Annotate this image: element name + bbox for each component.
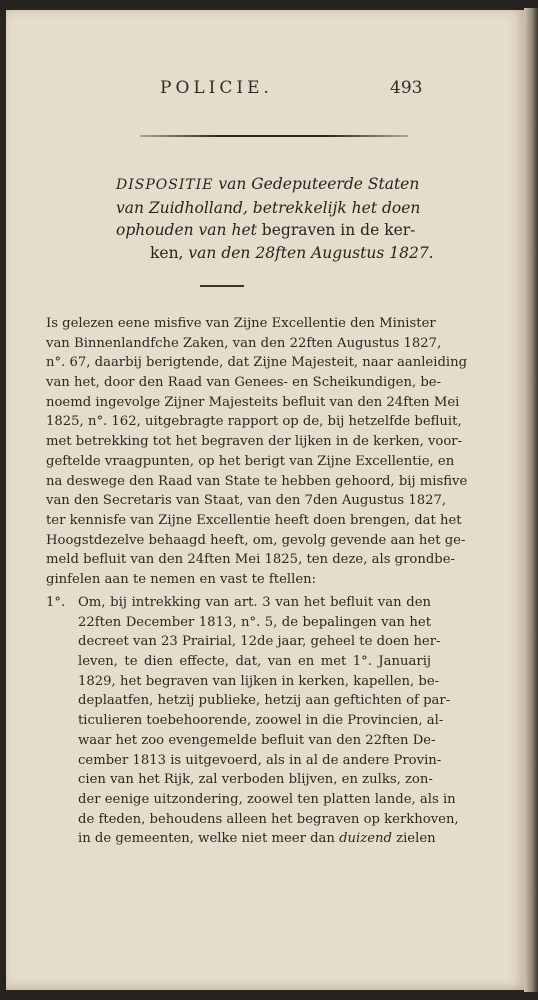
body-line: van het, door den Raad van Genees- en Scheikundigen, be- xyxy=(46,375,442,391)
item-line: de fteden, behoudens alleen het begraven op kerkhoven, xyxy=(78,811,459,827)
item-line: 1829, het begraven van lijken in kerken, kapellen, be- xyxy=(78,673,440,689)
item-line: der eenige uitzondering, zoowel ten platten lande, als in xyxy=(78,791,456,807)
body-line: ter kennisfe van Zijne Excellentie heeft doen brengen, dat het xyxy=(46,512,462,528)
body-line: van Binnenlandfche Zaken, van den 22ften Augustus 1827, xyxy=(46,335,442,351)
running-header: POLICIE. xyxy=(160,78,273,98)
body-line: van den Secretaris van Staat, van den 7den Augustus 1827, xyxy=(46,493,447,509)
item-last-a: in de gemeenten, welke niet meer dan xyxy=(78,831,335,847)
heading-line3a: ophouden van het xyxy=(116,221,257,239)
heading-lead-word: DISPOSITIE xyxy=(116,177,214,193)
body-line: Hoogstdezelve behaagd heeft, om, gevolg gevende aan het ge- xyxy=(46,532,466,548)
body-line: na deswege den Raad van State te hebben gehoord, bij misfive xyxy=(46,473,468,489)
heading-line2: van Zuidholland, betrekkelijk het doen xyxy=(116,198,421,217)
item-line-last xyxy=(78,829,436,849)
item-last-emphasis: duizend xyxy=(339,831,392,847)
item-line: cien van het Rijk, zal verboden blijven, en zulks, zon- xyxy=(78,772,433,788)
item-line: waar het zoo evengemelde befluit van den 22ften De- xyxy=(78,732,436,748)
heading-line4a: ken, xyxy=(150,243,184,262)
item-line: deplaatfen, hetzij publieke, hetzij aan geftichten of par- xyxy=(78,693,451,709)
body-line: Is gelezen eene misfive van Zijne Excellentie den Minister xyxy=(46,316,436,331)
page-edge xyxy=(524,8,538,992)
heading-line4b: van den 28ften Augustus 1827. xyxy=(188,243,434,262)
body-line: n°. 67, daarbij berigtende, dat Zijne Majesteit, naar aanleiding xyxy=(46,355,468,371)
header-rule xyxy=(140,135,408,137)
item-line: ticulieren toebehoorende, zoowel in die Provincien, al- xyxy=(78,713,444,729)
body-paragraph xyxy=(46,314,468,590)
body-line: ginfelen aan te nemen en vast te ftellen: xyxy=(46,571,317,587)
section-heading xyxy=(116,173,434,264)
body-line: geftelde vraagpunten, op het berigt van Zijne Excellentie, en xyxy=(46,453,455,469)
item-line: leven, te dien effecte, dat, van en met 1°. Januarij xyxy=(78,654,431,670)
item-number: 1°. xyxy=(46,595,66,610)
section-rule xyxy=(200,285,244,287)
item-line: decreet van 23 Prairial, 12de jaar, geheel te doen her- xyxy=(78,634,441,650)
body-line: 1825, n°. 162, uitgebragte rapport op de, bij hetzelfde befluit, xyxy=(46,414,462,430)
heading-line3b: begraven in de ker- xyxy=(261,221,416,239)
heading-line1: van Gedeputeerde Staten xyxy=(218,175,420,193)
item-line: cember 1813 is uitgevoerd, als in al de andere Provin- xyxy=(78,752,442,768)
item-text xyxy=(78,593,459,849)
item-line: 22ften December 1813, n°. 5, de bepalingen van het xyxy=(78,614,431,630)
body-line: met betrekking tot het begraven der lijken in de kerken, voor- xyxy=(46,434,463,450)
body-line: noemd ingevolge Zijner Majesteits befluit van den 24ften Mei xyxy=(46,394,460,410)
body-line: meld befluit van den 24ften Mei 1825, ten deze, als grondbe- xyxy=(46,552,455,568)
item-line: Om, bij intrekking van art. 3 van het befluit van den xyxy=(78,595,431,610)
page-number: 493 xyxy=(390,78,423,98)
item-last-b: zielen xyxy=(396,831,436,847)
